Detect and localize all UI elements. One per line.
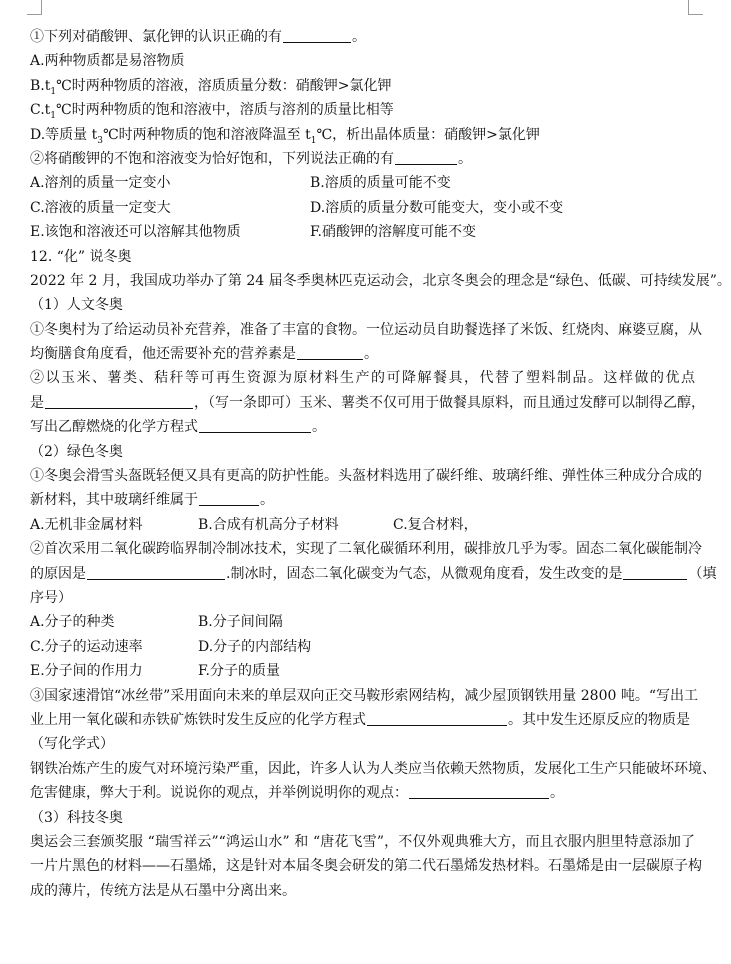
s2-p1-option-b: B.合成有机高分子材料 — [198, 516, 339, 533]
s2-p4-line2-text: 危害健康，弊大于利。说说你的观点，并举例说明你的观点： — [30, 785, 408, 802]
answer-blank[interactable] — [395, 149, 457, 165]
s2-p1-option-c: C.复合材料， — [393, 516, 478, 533]
q11-2-option-a: A.溶剂的质量一定变小 — [30, 175, 171, 192]
q11-2-options-ab — [30, 171, 695, 195]
s2-p3-line2-text: 业上用一氧化碳和赤铁矿炼铁时发生反应的化学方程式 — [30, 711, 366, 728]
q12-title: 12. “化” 说冬奥 — [30, 248, 132, 265]
answer-blank[interactable] — [409, 783, 549, 799]
crop-mark-left — [27, 0, 42, 15]
answer-blank[interactable] — [283, 27, 351, 43]
answer-blank[interactable] — [87, 564, 225, 580]
q12-s3-p1-line1: 奥运会三套颁奖服 “瑞雪祥云”“鸿运山水” 和 “唐花飞雪”，不仅外观典雅大方，而且衣服内胆里特意添加了 — [30, 833, 695, 850]
q12-s2-p2-line1: ②首次采用二氧化碳跨临界制冷制冰技术，实现了二氧化碳循环利用，碳排放几乎为零。固态二氧化碳能制冷 — [30, 541, 702, 558]
answer-blank[interactable] — [45, 393, 193, 409]
s2-p4-line2-end: 。 — [550, 785, 564, 802]
q12-s2-p2-options-ab — [30, 610, 695, 634]
option-d-subscript1: 3 — [97, 135, 103, 146]
answer-blank[interactable] — [623, 564, 687, 580]
s1-p1-line2-text: 均衡膳食角度看，他还需要补充的营养素是 — [30, 346, 296, 363]
q11-2-option-f: F.硝酸钾的溶解度可能不变 — [310, 224, 476, 241]
s2-p2-line2-mid: .制冰时，固态二氧化碳变为气态，从微观角度看，发生改变的是 — [226, 565, 623, 582]
crop-mark-right — [688, 0, 703, 15]
q12-s2-p2-options-cd — [30, 635, 695, 659]
answer-blank[interactable] — [199, 490, 259, 506]
q11-2-stem-text: ②将硝酸钾的不饱和溶液变为恰好饱和，下列说法正确的有 — [30, 150, 394, 167]
q11-1-stem-text: ①下列对硝酸钾、氯化钾的认识正确的有 — [30, 29, 282, 45]
q11-2-stem-end: 。 — [458, 150, 472, 167]
q12-s1-p2-line3 — [30, 415, 695, 439]
option-d-part1: D.等质量 t — [30, 126, 98, 143]
q11-1-option-a: A.两种物质都是易溶物质 — [30, 53, 185, 70]
option-d-part3: ℃，析出晶体质量：硝酸钾>氯化钾 — [316, 126, 540, 143]
option-c-part2: ℃时两种物质的饱和溶液中，溶质与溶剂的质量比相等 — [56, 102, 394, 119]
q11-1-option-b — [30, 74, 695, 98]
q11-2-option-e: E.该饱和溶液还可以溶解其他物质 — [30, 224, 241, 241]
q12-s2-p2-line2 — [30, 562, 717, 586]
q12-s2-p3-line1: ③国家速滑馆“冰丝带”采用面向未来的单层双向正交马鞍形索网结构，减少屋顶钢铁用量 2800 吨。“写出工 — [30, 687, 698, 704]
q12-s3-p1-line3: 成的薄片，传统方法是从石墨中分离出来。 — [30, 882, 296, 899]
s2-p2-option-e: E.分子间的作用力 — [30, 663, 143, 680]
q12-s2-p2-options-ef — [30, 659, 695, 683]
q12-s2-p2-line3: 序号） — [30, 589, 72, 606]
q11-2-option-d: D.溶质的质量分数可能变大，变小或不变 — [310, 199, 564, 216]
q12-section1-title: （1）人文冬奥 — [30, 297, 123, 314]
q12-s2-p1-options — [30, 513, 695, 537]
option-b-part1: B.t — [30, 77, 51, 94]
answer-blank[interactable] — [367, 710, 507, 726]
answer-blank[interactable] — [199, 417, 311, 433]
s2-p2-option-d: D.分子的内部结构 — [198, 638, 312, 655]
q11-1-option-c — [30, 98, 695, 122]
option-c-subscript: 1 — [50, 110, 57, 121]
q12-section3-title: （3）科技冬奥 — [30, 809, 123, 826]
q12-s1-p1-line1: ①冬奥村为了给运动员补充营养，准备了丰富的食物。一位运动员自助餐选择了米饭、红烧肉、麻婆豆腐，从 — [30, 321, 702, 338]
s2-p2-option-b: B.分子间间隔 — [198, 614, 283, 631]
q12-s1-p1-line2 — [30, 342, 695, 366]
q12-s2-p4-line2 — [30, 781, 695, 805]
q11-2-option-b: B.溶质的质量可能不变 — [310, 175, 451, 192]
option-b-part2: ℃时两种物质的溶液，溶质质量分数：硝酸钾>氯化钾 — [56, 77, 392, 94]
option-d-part2: ℃时两种物质的饱和溶液降温至 t — [103, 126, 311, 143]
q12-s2-p1-line2 — [30, 488, 695, 512]
s2-p2-option-f: F.分子的质量 — [198, 663, 280, 680]
s2-p2-line2-text: 的原因是 — [30, 565, 86, 582]
answer-blank[interactable] — [297, 344, 363, 360]
s1-p2-line2-text: 是 — [30, 394, 44, 411]
q12-s2-p4-line1: 钢铁冶炼产生的废气对环境污染严重，因此，许多人认为人类应当依赖天然物质，发展化工生产只能破坏环境、 — [30, 760, 716, 777]
q11-2-options-ef — [30, 220, 695, 244]
s2-p2-line2-end: （填 — [688, 565, 717, 582]
document-page — [30, 25, 731, 903]
q12-section2-title: （2）绿色冬奥 — [30, 443, 123, 460]
q12-s1-p2-line1: ②以玉米、薯类、秸秆等可再生资源为原材料生产的可降解餐具，代替了塑料制品。这样做的优点 — [30, 370, 695, 387]
q12-s2-p3-line2 — [30, 708, 695, 732]
option-b-subscript: 1 — [50, 86, 57, 97]
q11-1-stem — [30, 25, 695, 49]
s2-p2-option-a: A.分子的种类 — [30, 614, 115, 631]
option-c-part1: C.t — [30, 102, 51, 119]
s1-p2-line3-text: 写出乙醇燃烧的化学方程式 — [30, 419, 198, 436]
s2-p3-line2-end: 。其中发生还原反应的物质是 — [508, 711, 690, 728]
q11-2-options-cd — [30, 196, 695, 220]
s2-p1-line2-text: 新材料，其中玻璃纤维属于 — [30, 492, 198, 509]
s2-p1-line2-end: 。 — [260, 492, 274, 509]
q12-s2-p1-line1: ①冬奥会滑雪头盔既轻便又具有更高的防护性能。头盔材料选用了碳纤维、玻璃纤维、弹性体三种成分合成的 — [30, 468, 702, 485]
q12-s3-p1-line2: 一片片黑色的材料——石墨烯，这是针对本届冬奥会研发的第二代石墨烯发热材料。石墨烯是由一层碳原子构 — [30, 858, 702, 875]
s1-p1-line2-end: 。 — [364, 346, 378, 363]
q12-s2-p3-line3: （写化学式） — [30, 736, 114, 753]
s2-p1-option-a: A.无机非金属材料 — [30, 516, 143, 533]
option-d-subscript2: 1 — [310, 135, 317, 146]
s2-p2-option-c: C.分子的运动速率 — [30, 638, 143, 655]
q11-1-option-d — [30, 123, 695, 147]
q11-1-stem-end: 。 — [352, 29, 366, 45]
s1-p2-line2-rest: ，（写一条即可）玉米、薯类不仅可用于做餐具原料，而且通过发酵可以制得乙醇， — [194, 394, 705, 411]
q11-2-stem — [30, 147, 695, 171]
q11-2-option-c: C.溶液的质量一定变大 — [30, 199, 171, 216]
q12-s1-p2-line2 — [30, 391, 705, 415]
s1-p2-line3-end: 。 — [312, 419, 326, 436]
q12-intro: 2022 年 2 月，我国成功举办了第 24 届冬季奥林匹克运动会，北京冬奥会的理念是“绿色、低碳、可持续发展”。 — [30, 272, 731, 289]
